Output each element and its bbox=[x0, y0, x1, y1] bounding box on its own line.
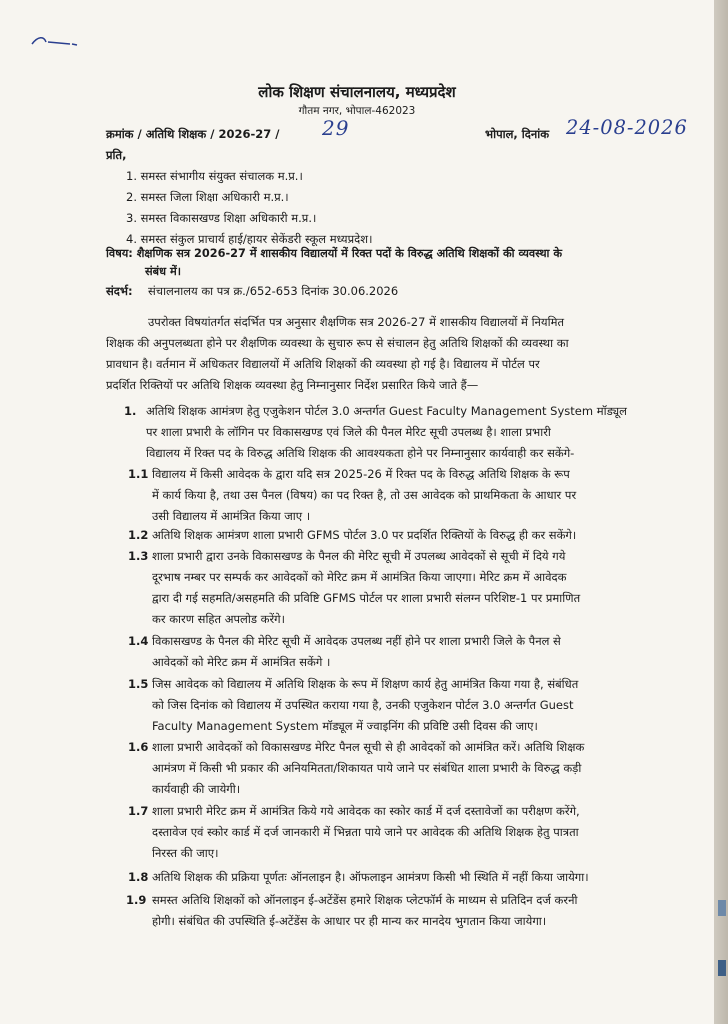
pen-scribble-mark bbox=[30, 32, 80, 52]
letter-number-handwritten: 29 bbox=[322, 116, 350, 140]
intro-line-4: प्रदर्शित रिक्तियों पर अतिथि शिक्षक व्यवस्था हेतु निम्नानुसार निर्देश प्रसारित किये जाते हैं— bbox=[106, 378, 479, 392]
letter-number-label: क्रमांक / अतिथि शिक्षक / 2026-27 / bbox=[106, 127, 280, 141]
item-number: 1.9 bbox=[126, 893, 147, 907]
item-1-3-line-4: कर कारण सहित अपलोड करेंगे। bbox=[152, 612, 286, 626]
item-1-5-line-3: Faculty Management System मॉड्यूल में ज्वाइनिंग की प्रविष्टि उसी दिवस की जाए। bbox=[152, 719, 538, 733]
item-number: 1.1 bbox=[128, 467, 149, 481]
item-1-1-line-2: में कार्य किया है, तथा उस पैनल (विषय) का पद रिक्त है, तो उस आवेदक को प्राथमिकता के आधार पर bbox=[152, 488, 577, 502]
item-1-9-line-1: समस्त अतिथि शिक्षकों को ऑनलाइन ई-अटेंडेंस हमारे शिक्षक प्लेटफॉर्म के माध्यम से प्रतिदिन दर्ज करनी bbox=[152, 893, 578, 907]
item-1-5-line-1: जिस आवेदक को विद्यालय में अतिथि शिक्षक के रूप में शिक्षण कार्य हेतु आमंत्रित किया गया है, संबंधित bbox=[152, 677, 579, 691]
item-number: 1.3 bbox=[128, 549, 149, 563]
reference-label: संदर्भ: bbox=[106, 284, 133, 298]
item-1-line-1: अतिथि शिक्षक आमंत्रण हेतु एजुकेशन पोर्टल 3.0 अन्तर्गत Guest Faculty Management System मॉड्यूल bbox=[146, 404, 627, 418]
item-1-6-line-1: शाला प्रभारी आवेदकों को विकासखण्ड मेरिट पैनल सूची से ही आवेदकों को आमंत्रित करें। अतिथि शिक्षक bbox=[152, 740, 585, 754]
item-1-3-line-2: दूरभाष नम्बर पर सम्पर्क कर आवेदकों को मेरिट क्रम में आमंत्रित किया जाएगा। मेरिट क्रम में आवेदक bbox=[152, 570, 567, 584]
item-1-1-line-3: उसी विद्यालय में आमंत्रित किया जाए । bbox=[152, 509, 311, 523]
item-number: 1.7 bbox=[128, 804, 149, 818]
intro-line-2: शिक्षक की अनुपलब्धता होने पर शैक्षणिक व्यवस्था के सुचारु रूप से संचालन हेतु अतिथि शिक्षकों की व्यवस्था का bbox=[106, 336, 569, 350]
item-1-5-line-2: को जिस दिनांक को विद्यालय में उपस्थित कराया गया है, उनकी एजुकेशन पोर्टल 3.0 अन्तर्गत Guest bbox=[152, 698, 574, 712]
item-1-3-line-3: द्वारा दी गई सहमति/असहमति की प्रविष्टि GFMS पोर्टल पर शाला प्रभारी संलग्न परिशिष्ट-1 पर प्रमाणित bbox=[152, 591, 581, 605]
item-number: 1.8 bbox=[128, 870, 149, 884]
intro-line-1: उपरोक्त विषयांतर्गत संदर्भित पत्र अनुसार शैक्षणिक सत्र 2026-27 में शासकीय विद्यालयों में नियमित bbox=[148, 315, 565, 329]
subject-line-2: संबंध में। bbox=[145, 265, 182, 278]
item-number: 1.2 bbox=[128, 528, 149, 542]
item-number: 1.5 bbox=[128, 677, 149, 691]
item-1-2-line-1: अतिथि शिक्षक आमंत्रण शाला प्रभारी GFMS पोर्टल 3.0 पर प्रदर्शित रिक्तियों के विरुद्ध ही कर सकेंगे। bbox=[152, 528, 577, 542]
item-1-6-line-2: आमंत्रण में किसी भी प्रकार की अनियमितता/शिकायत पाये जाने पर संबंधित शाला प्रभारी के विरुद्ध कड़ी bbox=[152, 761, 582, 775]
item-1-7-line-2: दस्तावेज एवं स्कोर कार्ड में दर्ज जानकारी में भिन्नता पाये जाने पर आवेदक की अतिथि शिक्षक हेतु पात्रता bbox=[152, 825, 579, 839]
reference-text: संचालनालय का पत्र क्र./652-653 दिनांक 30.06.2026 bbox=[148, 284, 399, 298]
edge-mark bbox=[718, 960, 726, 976]
item-number: 1. bbox=[124, 404, 137, 418]
item-1-4-line-2: आवेदकों को मेरिट क्रम में आमंत्रित सकेंगे । bbox=[152, 655, 331, 669]
item-1-7-line-3: निरस्त की जाए। bbox=[152, 846, 219, 860]
recipient-4: 4. समस्त संकुल प्राचार्य हाई/हायर सेकेंडरी स्कूल मध्यप्रदेश। bbox=[126, 232, 373, 246]
recipient-1: 1. समस्त संभागीय संयुक्त संचालक म.प्र.। bbox=[126, 169, 303, 183]
edge-mark bbox=[718, 900, 726, 916]
office-title: लोक शिक्षण संचालनालय, मध्यप्रदेश bbox=[258, 83, 456, 101]
recipient-2: 2. समस्त जिला शिक्षा अधिकारी म.प्र.। bbox=[126, 190, 289, 204]
item-1-1-line-1: विद्यालय में किसी आवेदक के द्वारा यदि सत्र 2025-26 में रिक्त पद के विरुद्ध अतिथि शिक्षक के रूप bbox=[152, 467, 570, 481]
item-1-4-line-1: विकासखण्ड के पैनल की मेरिट सूची में आवेदक उपलब्ध नहीं होने पर शाला प्रभारी जिले के पैनल से bbox=[152, 634, 561, 648]
item-1-line-2: पर शाला प्रभारी के लॉगिन पर विकासखण्ड एवं जिले की पैनल मेरिट सूची उपलब्ध है। शाला प्रभारी bbox=[146, 425, 551, 439]
item-1-9-line-2: होगी। संबंधित की उपस्थिति ई-अटेंडेंस के आधार पर ही मान्य कर मानदेय भुगतान किया जायेगा। bbox=[152, 914, 547, 928]
date-handwritten: 24-08-2026 bbox=[566, 116, 688, 139]
to-label: प्रति, bbox=[106, 148, 127, 162]
item-1-6-line-3: कार्यवाही की जायेगी। bbox=[152, 782, 241, 796]
intro-line-3: प्रावधान है। वर्तमान में अधिकतर विद्यालयों में अतिथि शिक्षकों की व्यवस्था हो गई है। विद्यालय में पोर्टल पर bbox=[106, 357, 540, 371]
office-address: गौतम नगर, भोपाल-462023 bbox=[298, 105, 416, 117]
place-date-label: भोपाल, दिनांक bbox=[485, 127, 550, 141]
adjacent-page-edge bbox=[714, 0, 728, 1024]
item-1-7-line-1: शाला प्रभारी मेरिट क्रम में आमंत्रित किये गये आवेदक का स्कोर कार्ड में दर्ज दस्तावेजों का परीक्षण करेंगे, bbox=[152, 804, 580, 818]
subject-line-1: विषय: शैक्षणिक सत्र 2026-27 में शासकीय विद्यालयों में रिक्त पदों के विरुद्ध अतिथि शिक्षकों की व्यवस्था के bbox=[106, 247, 563, 260]
item-number: 1.6 bbox=[128, 740, 149, 754]
item-1-8-line-1: अतिथि शिक्षक की प्रक्रिया पूर्णतः ऑनलाइन है। ऑफलाइन आमंत्रण किसी भी स्थिति में नहीं किया जायेगा। bbox=[152, 870, 589, 884]
item-number: 1.4 bbox=[128, 634, 149, 648]
item-1-3-line-1: शाला प्रभारी द्वारा उनके विकासखण्ड के पैनल की मेरिट सूची में उपलब्ध आवेदकों से सूची में दिये गये bbox=[152, 549, 566, 563]
recipient-3: 3. समस्त विकासखण्ड शिक्षा अधिकारी म.प्र.। bbox=[126, 211, 317, 225]
item-1-line-3: विद्यालय में रिक्त पद के विरुद्ध अतिथि शिक्षक की आवश्यकता होने पर निम्नानुसार कार्यवाही कर सकेंगे- bbox=[146, 446, 575, 460]
